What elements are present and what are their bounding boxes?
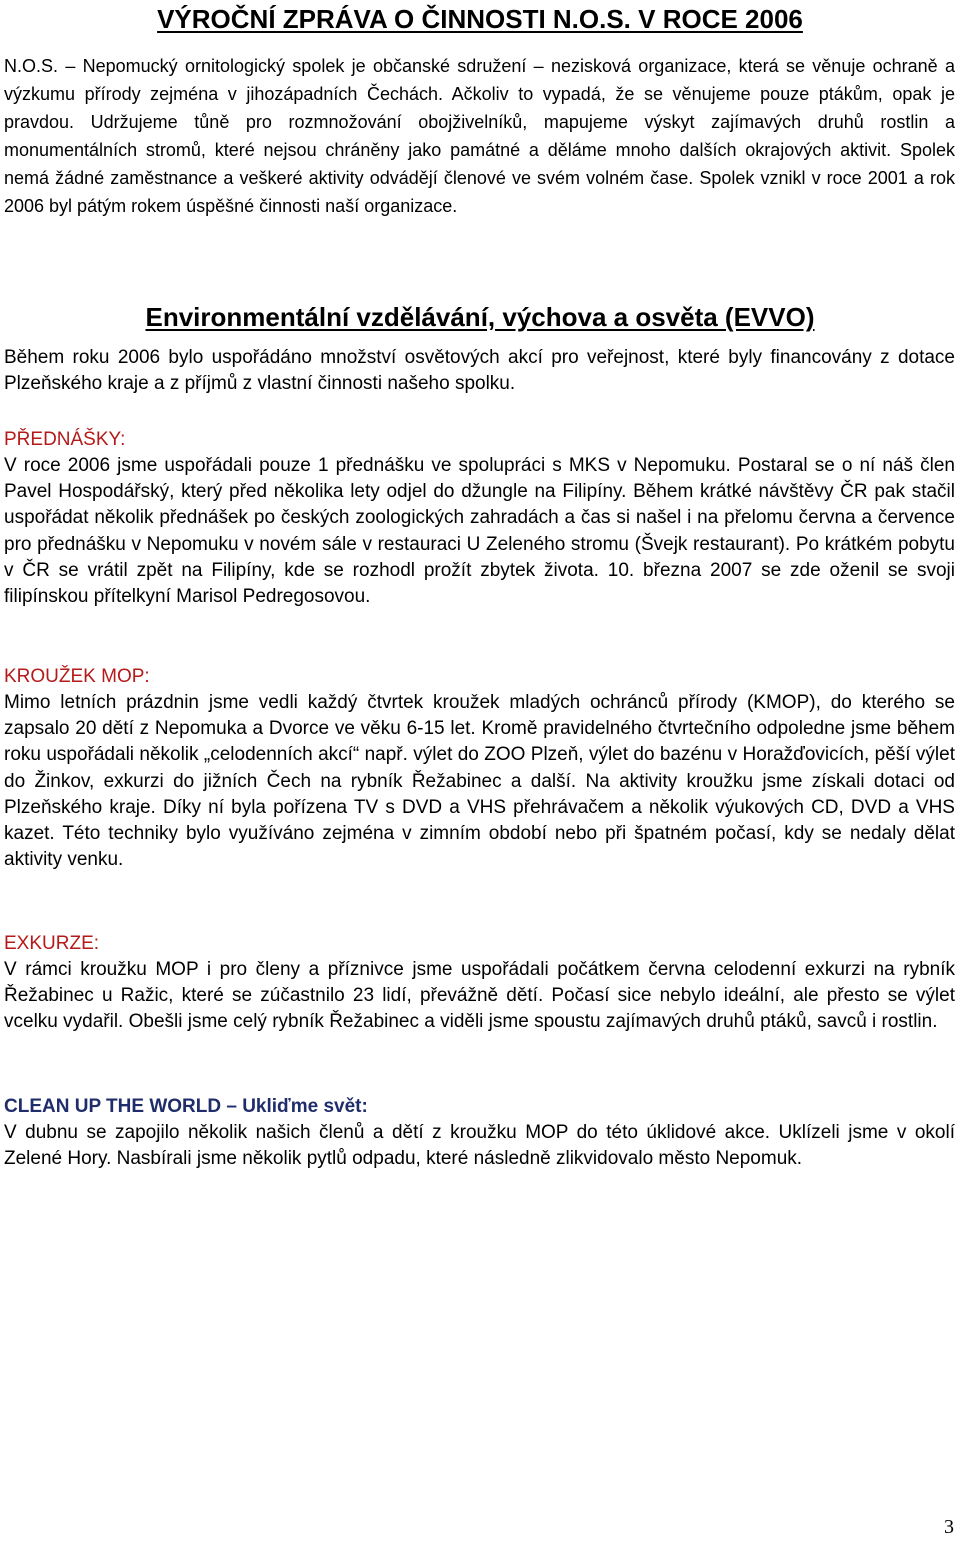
subsection-heading: CLEAN UP THE WORLD – Ukliďme svět: [4,1096,368,1117]
subsection-paragraph: V roce 2006 jsme uspořádali pouze 1 přednášku ve spolupráci s MKS v Nepomuku. Postaral se o ní náš člen Pavel Hospodářský, který před několika lety odjel do džungle na Filipíny. Během krátké návštěvy ČR pak stačil uspořádat několik přednášek po českých zoologických zahradách a čas si našel i na přelomu června a července pro přednášku v Nepomuku v novém sále v restauraci U Zeleného stromu (Švejk restaurant). Po krátkém pobytu v ČR se vrátil zpět na Filipíny, kde se rozhodl prožít zbytek života. 10. března 2007 se zde oženil se svoji filipínskou přítelkyní Marisol Pedregosovou. [4,455,955,608]
subsection-lectures [4,426,955,610]
intro-rest: Udržujeme tůně pro rozmnožování obojživelníků, mapujeme výskyt zajímavých druhů rostlin a monumentálních stromů, které nejsou chráněny jako památné a děláme mnoho dalších okrajových aktivit. Spolek nemá žádné zaměstnance a veškeré aktivity odvádějí členové ve svém volném čase. Spolek vznikl v roce 2001 a rok 2006 byl pátým rokem úspěšné činnosti naší organizace. [4,112,955,216]
subsection-heading: KROUŽEK MOP: [4,666,150,687]
subsection-heading: EXKURZE: [4,933,100,954]
page-number: 3 [944,1516,954,1538]
section-heading-evvo: Environmentální vzdělávání, výchova a osvěta (EVVO) [145,302,815,332]
section-intro-block [4,345,955,397]
subsection-heading: PŘEDNÁŠKY: [4,429,126,450]
intro-paragraph [4,52,955,220]
intro-dash-part: – Nepomucký ornitologický spolek je občanské sdružení – nezisková organizace, která se věnuje ochraně a výzkumu přírody zejména v jihozápadních Čechách. Ačkoliv to vypadá, že se věnujeme pouze ptákům, opak je pravdou. [4,56,955,132]
subsection-paragraph: Mimo letních prázdnin jsme vedli každý čtvrtek kroužek mladých ochránců přírody (KMOP), do kterého se zapsalo 20 dětí z Nepomuka a Dvorce ve věku 6-15 let. Kromě pravidelného čtvrtečního odpoledne jsme během roku uspořádali několik „celodenních akcí“ např. výlet do ZOO Plzeň, výlet do bazénu v Horažďovicích, pěší výlet do Žinkov, exkurzi do jižních Čech na rybník Řežabinec a další. Na aktivity kroužku jsme získali dotaci od Plzeňského kraje. Díky ní byla pořízena TV s DVD a VHS přehrávačem a několik výukových CD, DVD a VHS kazet. Této techniky bylo využíváno zejména v zimním období nebo při špatném počasí, kdy se nedaly dělat aktivity venku. [4,692,955,871]
subsection-cleanup [4,1093,955,1172]
subsection-club [4,663,955,873]
subsection-paragraph: V rámci kroužku MOP i pro členy a příznivce jsme uspořádali počátkem června celodenní exkurzi na rybník Řežabinec u Ražic, které se zúčastnilo 23 lidí, převážně dětí. Počasí sice nebylo ideální, ale přesto se výlet vcelku vydařil. Obešli jsme celý rybník Řežabinec a viděli jsme spoustu zajímavých druhů ptáků, savců i rostlin. [4,959,955,1033]
subsection-paragraph: V dubnu se zapojilo několik našich členů a dětí z kroužku MOP do této úklidové akce. Uklízeli jsme v okolí Zelené Hory. Nasbírali jsme několik pytlů odpadu, které následně zlikvidovalo město Nepomuk. [4,1122,955,1170]
section-intro-paragraph: Během roku 2006 bylo uspořádáno množství osvětových akcí pro veřejnost, které byly financovány z dotace Plzeňského kraje a z příjmů z vlastní činnosti našeho spolku. [4,347,955,395]
subsection-excursion [4,930,955,1036]
intro-lead: N.O.S. [4,56,59,76]
document-title: VÝROČNÍ ZPRÁVA O ČINNOSTI N.O.S. V ROCE 2006 [157,4,803,34]
